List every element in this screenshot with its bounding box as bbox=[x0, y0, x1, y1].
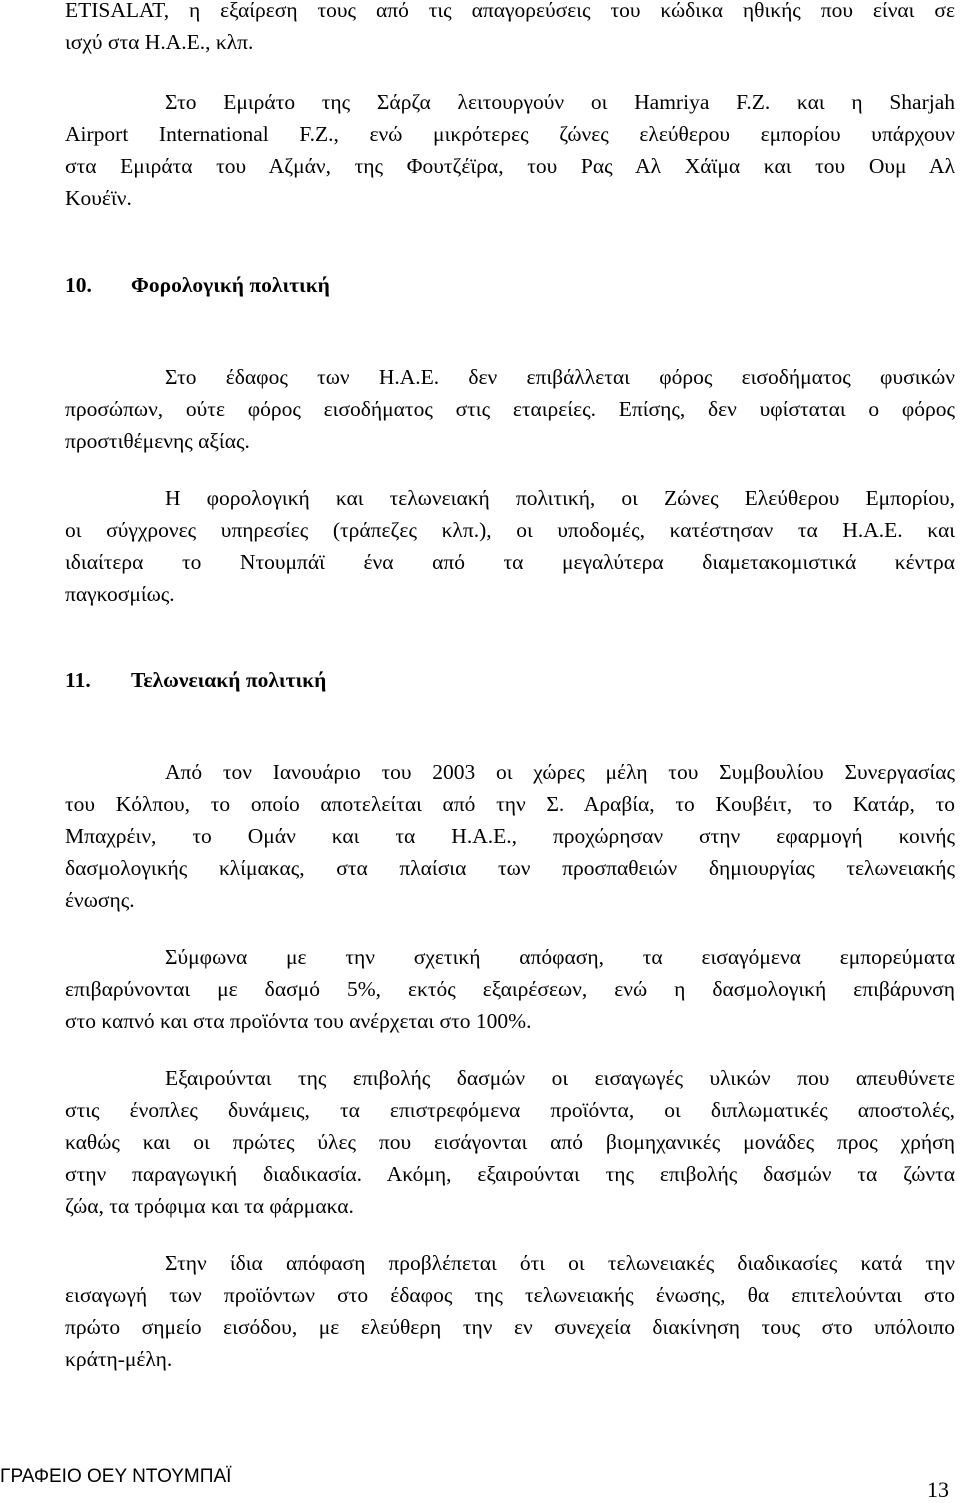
section-number: 11. bbox=[65, 668, 91, 692]
section-heading-10 bbox=[65, 275, 330, 297]
paragraph-line: επιβαρύνονται με δασμό 5%, εκτός εξαιρέσεων, ενώ η δασμολογική επιβάρυνση bbox=[65, 977, 955, 1001]
paragraph-line: Κουέϊν. bbox=[65, 186, 132, 210]
paragraph-line: παγκοσμίως. bbox=[65, 582, 175, 606]
paragraph-line: στο καπνό και στα προϊόντα του ανέρχεται στο 100%. bbox=[65, 1009, 532, 1033]
paragraph-line: Στο Εμιράτο της Σάρζα λειτουργούν οι Hamriya F.Z. και η Sharjah bbox=[165, 90, 955, 114]
paragraph-line: ιδιαίτερα το Ντουμπάϊ ένα από τα μεγαλύτερα διαμετακομιστικά κέντρα bbox=[65, 550, 955, 574]
paragraph-line: προστιθέμενης αξίας. bbox=[65, 429, 250, 453]
section-number: 10. bbox=[65, 273, 92, 297]
paragraph-line: πρώτο σημείο εισόδου, με ελεύθερη την εν συνεχεία διακίνηση τους στο υπόλοιπο bbox=[65, 1315, 955, 1339]
paragraph-line: Η φορολογική και τελωνειακή πολιτική, οι Ζώνες Ελεύθερου Εμπορίου, bbox=[165, 486, 955, 510]
paragraph-line: Σύμφωνα με την σχετική απόφαση, τα εισαγόμενα εμπορεύματα bbox=[165, 945, 955, 969]
paragraph-line: Στο έδαφος των Η.Α.Ε. δεν επιβάλλεται φόρος εισοδήματος φυσικών bbox=[165, 365, 955, 389]
paragraph-line: Εξαιρούνται της επιβολής δασμών οι εισαγωγές υλικών που απευθύνετε bbox=[165, 1066, 955, 1090]
paragraph-line: του Κόλπου, το οποίο αποτελείται από την Σ. Αραβία, το Κουβέιτ, το Κατάρ, το bbox=[65, 792, 955, 816]
paragraph-line: προσώπων, ούτε φόρος εισοδήματος στις εταιρείες. Επίσης, δεν υφίσταται ο φόρος bbox=[65, 397, 955, 421]
paragraph-line: Μπαχρέιν, το Ομάν και τα Η.Α.Ε., προχώρησαν στην εφαρμογή κοινής bbox=[65, 824, 955, 848]
paragraph-line: δασμολογικής κλίμακας, στα πλαίσια των προσπαθειών δημιουργίας τελωνειακής bbox=[65, 856, 955, 880]
paragraph-line: ισχύ στα Η.Α.Ε., κλπ. bbox=[65, 30, 254, 54]
paragraph-line: κράτη-μέλη. bbox=[65, 1347, 173, 1371]
paragraph-line: Στην ίδια απόφαση προβλέπεται ότι οι τελωνειακές διαδικασίες κατά την bbox=[165, 1251, 955, 1275]
paragraph-line: οι σύγχρονες υπηρεσίες (τράπεζες κλπ.), οι υποδομές, κατέστησαν τα Η.Α.Ε. και bbox=[65, 518, 955, 542]
section-title: Τελωνειακή πολιτική bbox=[131, 668, 327, 692]
paragraph-line: ένωσης. bbox=[65, 888, 135, 912]
paragraph-line: στην παραγωγική διαδικασία. Ακόμη, εξαιρούνται της επιβολής δασμών τα ζώντα bbox=[65, 1162, 955, 1186]
footer-office-name: ΓΡΑΦΕΙΟ ΟΕΥ ΝΤΟΥΜΠΑΪ bbox=[0, 1466, 232, 1487]
paragraph-line: ETISALAT, η εξαίρεση τους από τις απαγορεύσεις του κώδικα ηθικής που είναι σε bbox=[65, 0, 955, 22]
paragraph-line: Από τον Ιανουάριο του 2003 οι χώρες μέλη του Συμβουλίου Συνεργασίας bbox=[165, 760, 955, 784]
paragraph-line: στα Εμιράτα του Αζμάν, της Φουτζέϊρα, του Ρας Αλ Χάϊμα και του Ουμ Αλ bbox=[65, 154, 955, 178]
section-title: Φορολογική πολιτική bbox=[131, 273, 330, 297]
page-number: 13 bbox=[927, 1477, 949, 1502]
section-heading-11 bbox=[65, 670, 326, 692]
paragraph-line: στις ένοπλες δυνάμεις, τα επιστρεφόμενα προϊόντα, οι διπλωματικές αποστολές, bbox=[65, 1098, 955, 1122]
paragraph-line: Airport International F.Z., ενώ μικρότερες ζώνες ελεύθερου εμπορίου υπάρχουν bbox=[65, 122, 955, 146]
paragraph-line: καθώς και οι πρώτες ύλες που εισάγονται από βιομηχανικές μονάδες προς χρήση bbox=[65, 1130, 955, 1154]
paragraph-line: ζώα, τα τρόφιμα και τα φάρμακα. bbox=[65, 1194, 354, 1218]
paragraph-line: εισαγωγή των προϊόντων στο έδαφος της τελωνειακής ένωσης, θα επιτελούνται στο bbox=[65, 1283, 955, 1307]
